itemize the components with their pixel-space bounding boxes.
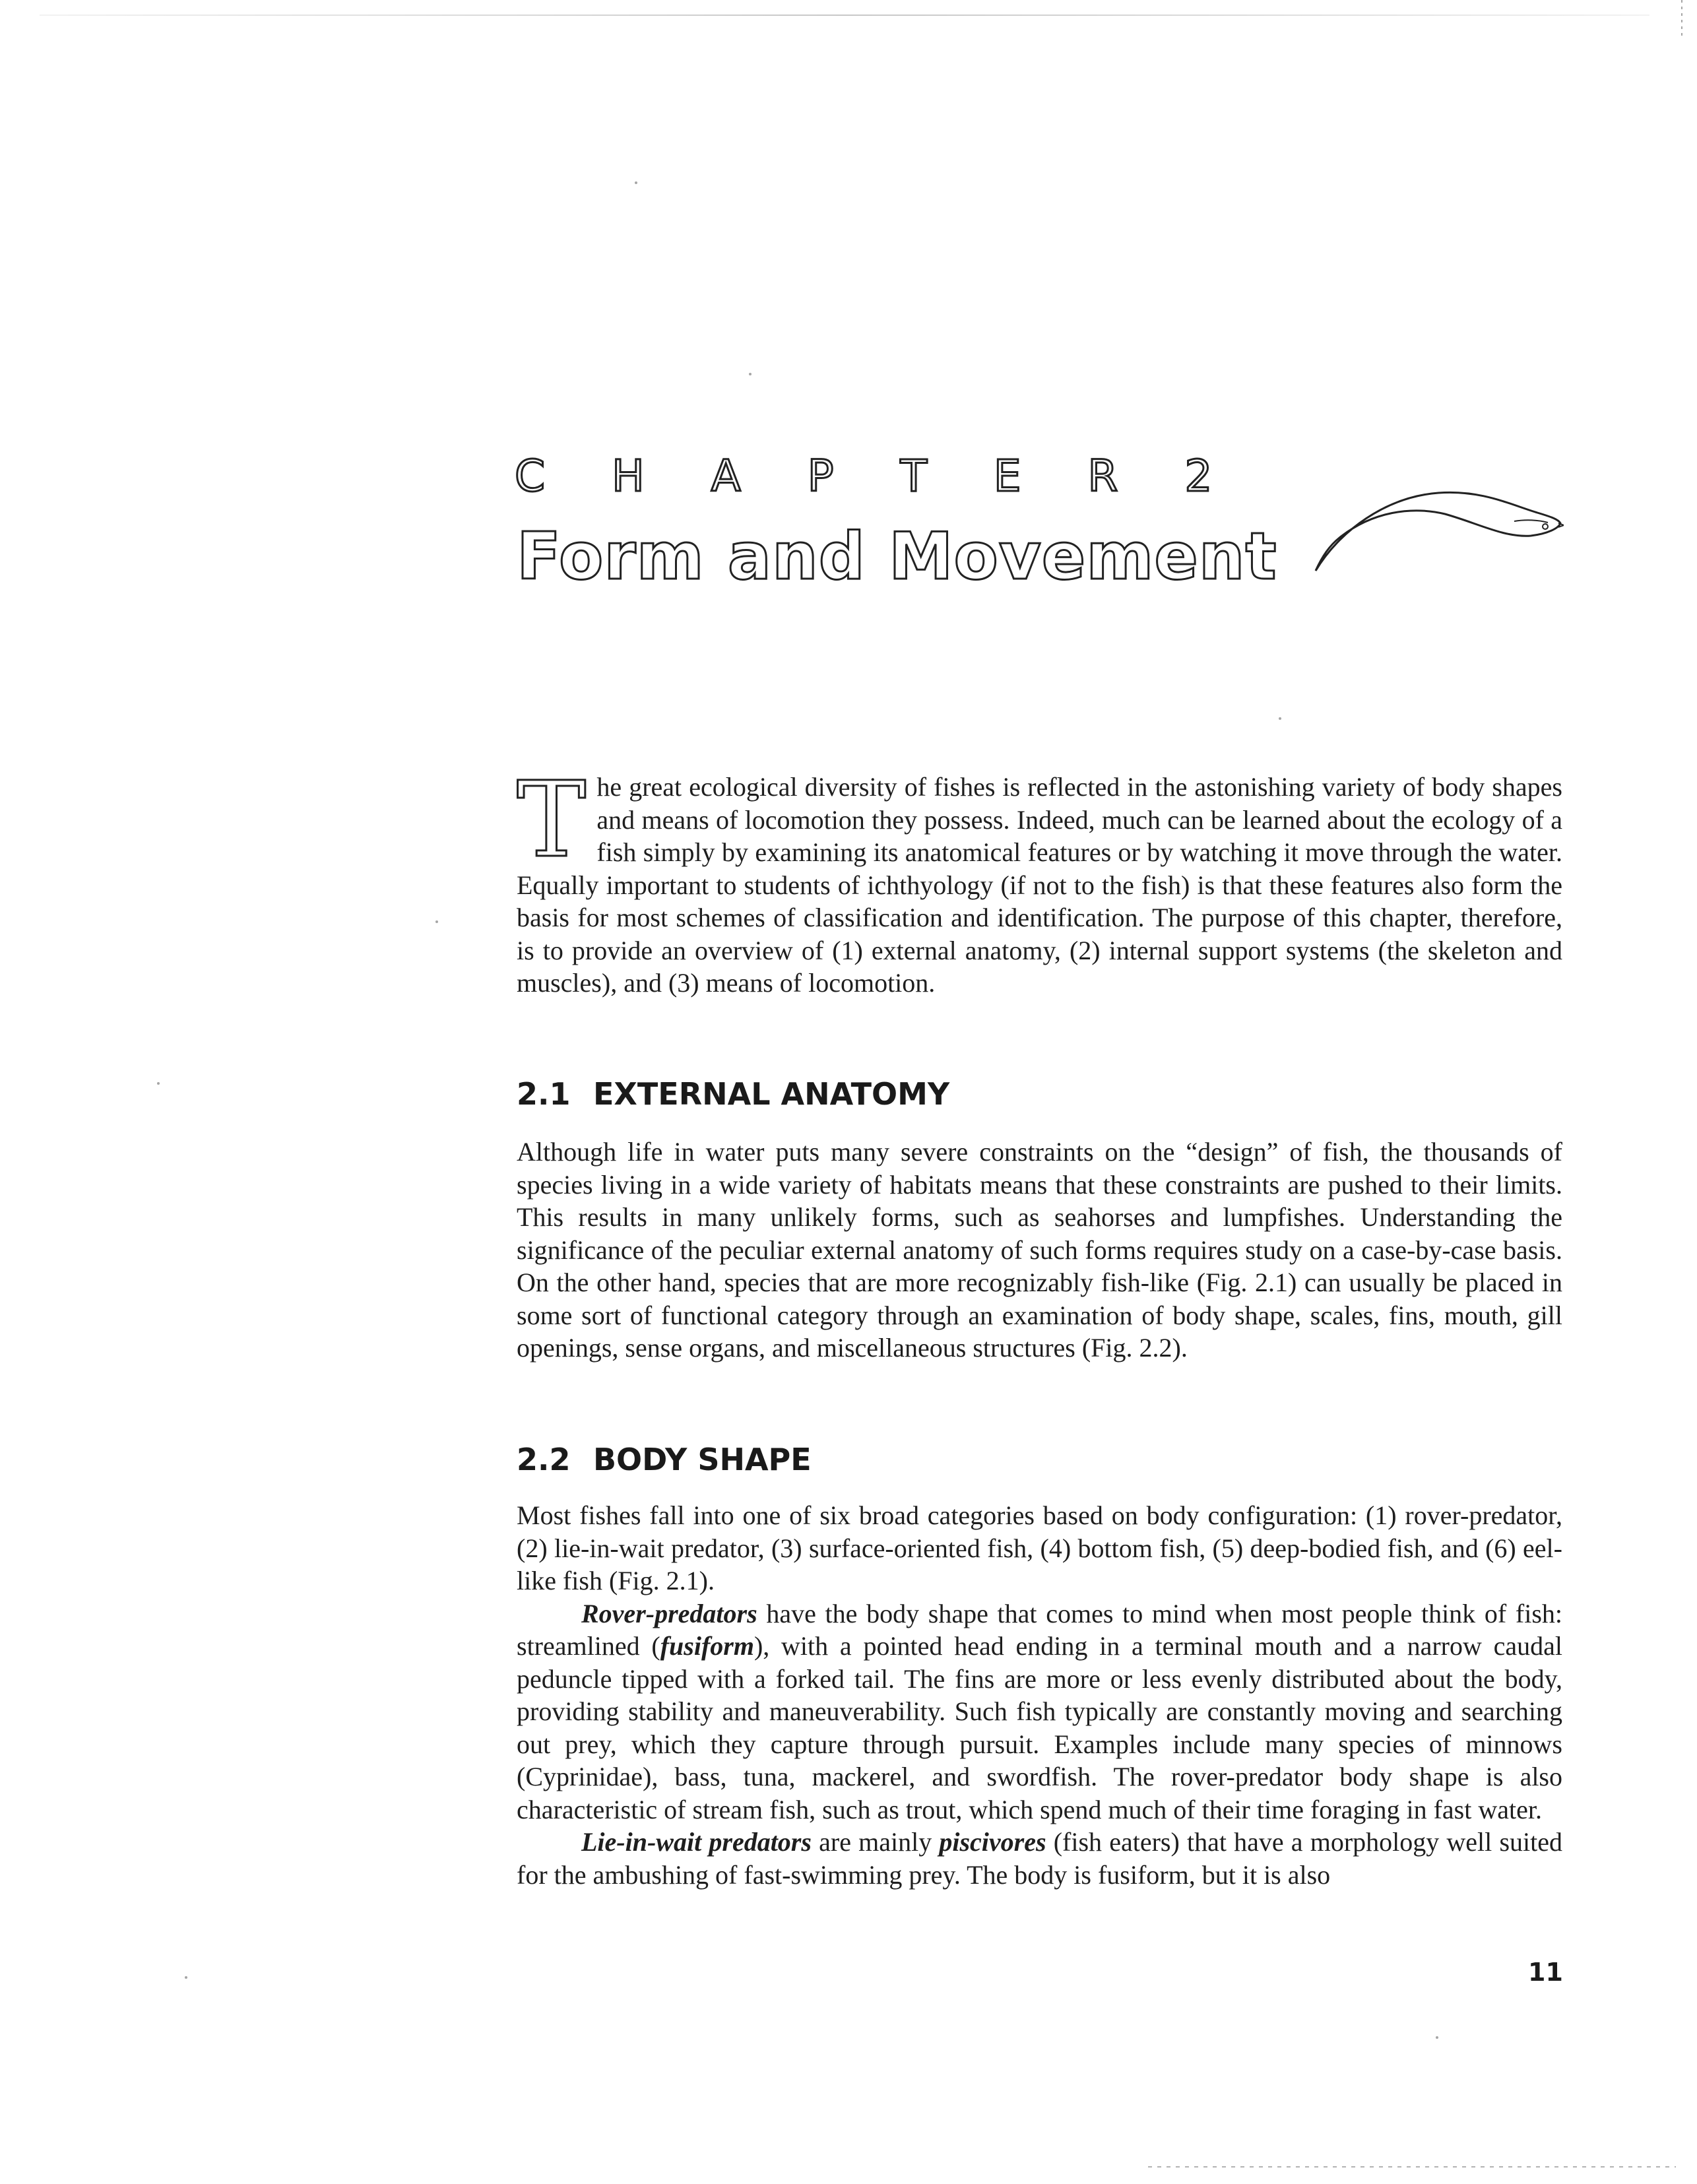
paragraph-text: are mainly xyxy=(811,1827,940,1857)
section-number: 2.2 xyxy=(517,1442,571,1477)
intro-paragraph xyxy=(517,759,1562,1000)
paragraph-text: ), with a pointed head ending in a terminal mouth and a narrow caudal peduncle tipped with a forked tail. The fins are more or less evenly distributed about the body, providing stability and maneuverability. Such fish typically are constantly moving and searching out prey, which they capture through pursuit. Examples include many species of minnows (Cyprinidae), bass, tuna, mackerel, and swordfish. The rover-predator body shape is also characteristic of stream fish, such as trout, which spend much of their time foraging in fast water. xyxy=(517,1631,1563,1824)
scan-speck xyxy=(1279,717,1281,720)
scan-edge-bottom xyxy=(1148,2166,1676,2168)
key-term: piscivores xyxy=(939,1827,1046,1857)
drop-cap: T xyxy=(517,759,587,881)
scan-edge-right xyxy=(1681,0,1682,40)
scan-edge-top xyxy=(40,15,1649,16)
paragraph: Most fishes fall into one of six broad categories based on body configuration: (1) rover-predator, (2) lie-in-wait predator, (3) surface-oriented fish, (4) bottom fish, (5) deep-bodied fish, and (6) eel-like fish (Fig. 2.1). xyxy=(517,1500,1562,1595)
scan-speck xyxy=(749,373,752,375)
section-title: EXTERNAL ANATOMY xyxy=(593,1076,950,1112)
scan-speck xyxy=(435,920,438,923)
key-term: Lie-in-wait predators xyxy=(581,1827,812,1857)
chapter-title: Form and Movement xyxy=(517,519,1277,594)
intro-text: he great ecological diversity of fishes is reflected in the astonishing variety of body shapes and means of locomotion they possess. Indeed, much can be learned about the ecology of a fish simply by examining its anatomical features or by watching it move through the water. Equally important to students of ichthyology (if not to the fish) is that these features also form the basis for most schemes of classification and identification. The purpose of this chapter, therefore, is to provide an overview of (1) external anatomy, (2) internal support systems (the skeleton and muscles), and (3) means of locomotion. xyxy=(517,772,1562,998)
section-heading xyxy=(517,1442,812,1477)
section-body xyxy=(517,1136,1562,1365)
section-number: 2.1 xyxy=(517,1076,571,1112)
paragraph-text: (fish eaters) that have a morphology well suited for the ambushing of fast-swimming prey. The body is fusiform, but it is also xyxy=(517,1827,1563,1890)
eel-illustration xyxy=(1313,485,1564,577)
scan-speck xyxy=(157,1082,160,1085)
paragraph xyxy=(517,1597,1562,1826)
key-term: Rover-predators xyxy=(581,1598,757,1628)
paragraph: Although life in water puts many severe constraints on the “design” of fish, the thousands of species living in a wide variety of habitats means that these constraints are pushed to their limits. This results in many unlikely forms, such as seahorses and lumpfishes. Understanding the significance of the peculiar external anatomy of such forms requires study on a case-by-case basis. On the other hand, species that are more recognizably fish-like (Fig. 2.1) can usually be placed in some sort of functional category through an examination of body shape, scales, fins, mouth, gill openings, sense organs, and miscellaneous structures (Fig. 2.2). xyxy=(517,1137,1562,1363)
scan-speck xyxy=(635,181,637,184)
paragraph xyxy=(517,1826,1562,1891)
scan-speck xyxy=(185,1976,187,1979)
chapter-label: C H A P T E R 2 xyxy=(515,451,1239,501)
scan-speck xyxy=(1436,2036,1438,2039)
page-number: 11 xyxy=(1528,1958,1563,1987)
section-title: BODY SHAPE xyxy=(593,1442,812,1477)
section-heading xyxy=(517,1076,949,1112)
section-body xyxy=(517,1499,1562,1891)
key-term: fusiform xyxy=(660,1631,754,1661)
paragraph-text: have the body shape that comes to mind when most people think of fish: streamlined ( xyxy=(517,1598,1562,1661)
